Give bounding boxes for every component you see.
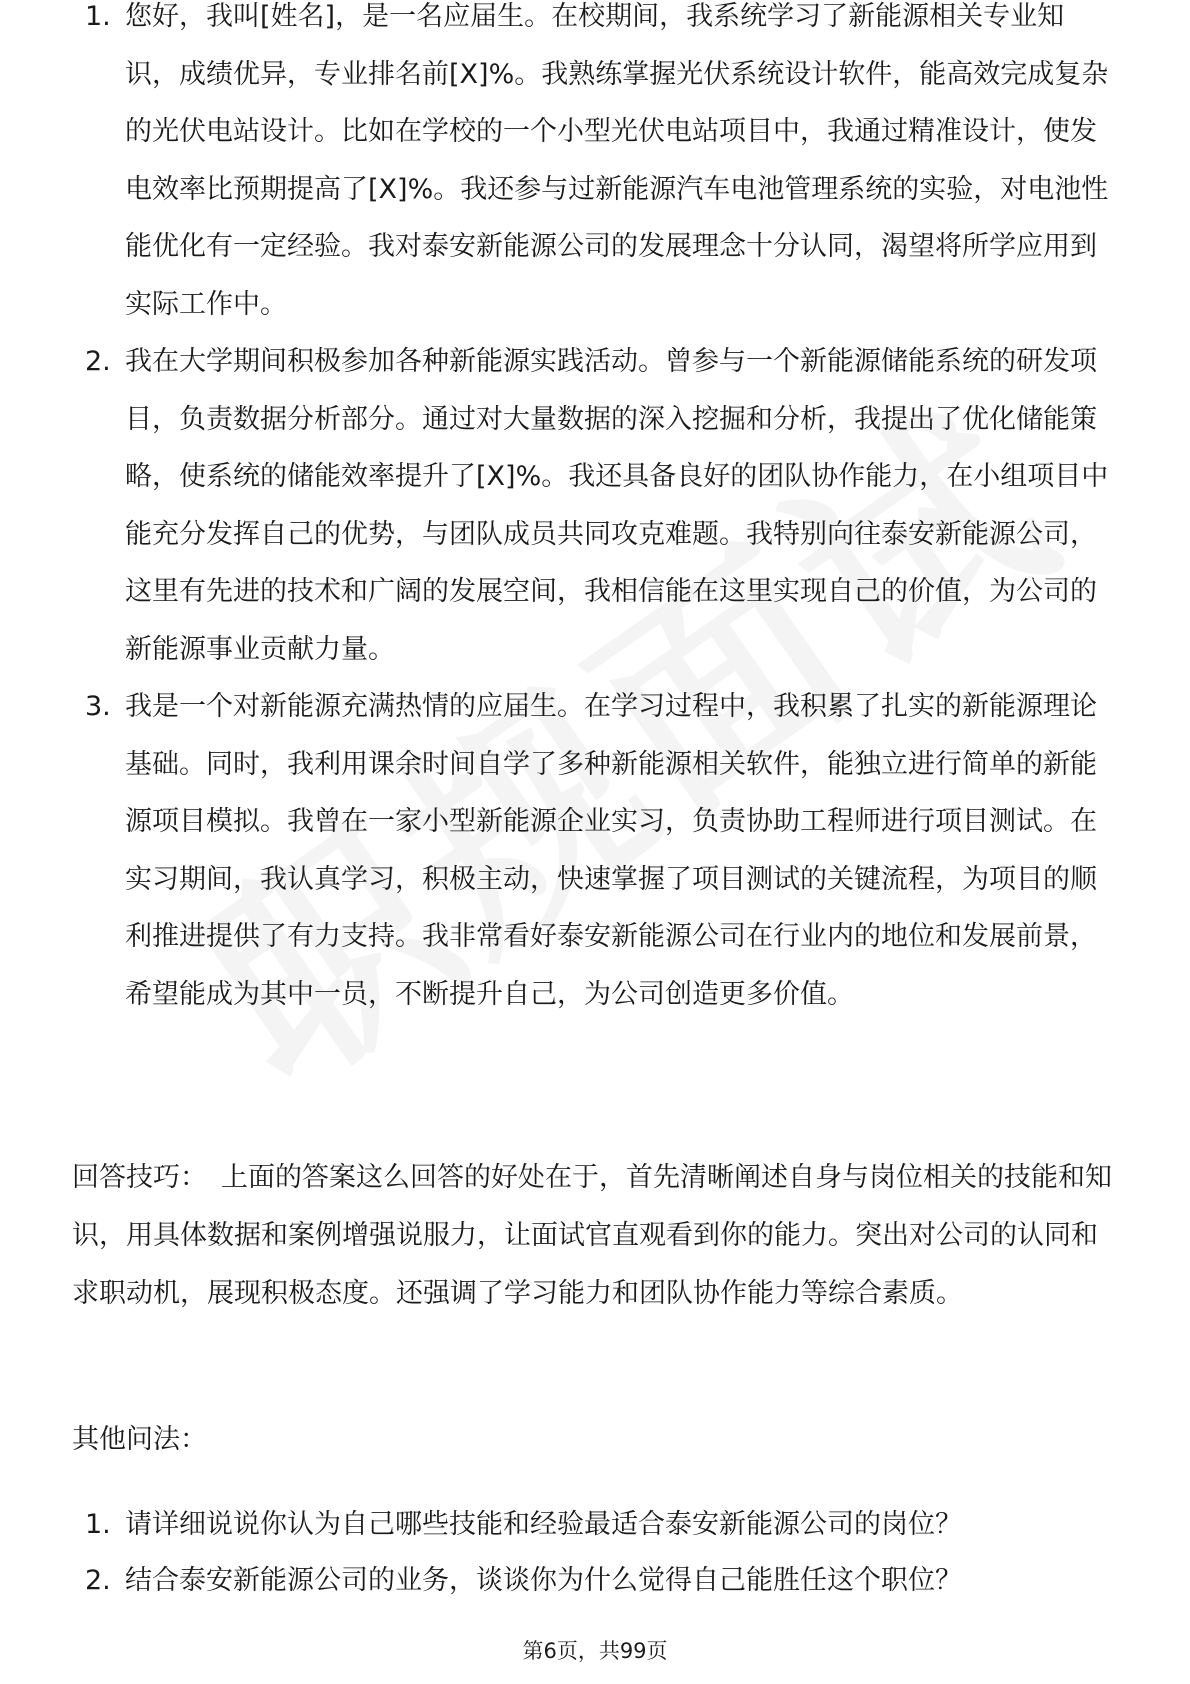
tips-label: 回答技巧： [72,1162,207,1193]
answer-item-1 [0,0,1110,333]
other-questions-title: 其他问法： [72,1424,207,1455]
answer-text: 我是一个对新能源充满热情的应届生。在学习过程中，我积累了扎实的新能源理论基础。同时，我利用课余时间自学了多种新能源相关软件，能独立进行简单的新能源项目模拟。我曾在一家小型新能源企业实习，负责协助工程师进行项目测试。在实习期间，我认真学习，积极主动，快速掌握了项目测试的关键流程，为项目的顺利推进提供了有力支持。我非常看好泰安新能源公司在行业内的地位和发展前景，希望能成为其中一员，不断提升自己，为公司创造更多价值。 [125,691,1097,1010]
list-number: 2. [85,1565,111,1596]
other-question-text: 结合泰安新能源公司的业务，谈谈你为什么觉得自己能胜任这个职位？ [125,1565,962,1596]
list-number: 1. [85,1509,111,1540]
other-question-item-2 [0,1553,1110,1609]
list-number: 1. [85,1,111,32]
answer-item-3 [0,678,1110,1023]
answer-text: 我在大学期间积极参加各种新能源实践活动。曾参与一个新能源储能系统的研发项目，负责数据分析部分。通过对大量数据的深入挖掘和分析，我提出了优化储能策略，使系统的储能效率提升了[X]%。我还具备良好的团队协作能力，在小组项目中能充分发挥自己的优势，与团队成员共同攻克难题。我特别向往泰安新能源公司，这里有先进的技术和广阔的发展空间，我相信能在这里实现自己的价值，为公司的新能源事业贡献力量。 [125,346,1109,665]
other-question-item-1 [0,1497,1110,1553]
other-question-text: 请详细说说你认为自己哪些技能和经验最适合泰安新能源公司的岗位？ [125,1509,962,1540]
list-number: 2. [85,346,111,377]
answer-text: 您好，我叫[姓名]，是一名应届生。在校期间，我系统学习了新能源相关专业知识，成绩优异，专业排名前[X]%。我熟练掌握光伏系统设计软件，能高效完成复杂的光伏电站设计。比如在学校的一个小型光伏电站项目中，我通过精准设计，使发电效率比预期提高了[X]%。我还参与过新能源汽车电池管理系统的实验，对电池性能优化有一定经验。我对泰安新能源公司的发展理念十分认同，渴望将所学应用到实际工作中。 [125,1,1109,320]
list-number: 3. [85,691,111,722]
other-questions-list [0,1497,1190,1609]
answer-item-2 [0,333,1110,678]
tips-text: 上面的答案这么回答的好处在于，首先清晰阐述自身与岗位相关的技能和知识，用具体数据和案例增强说服力，让面试官直观看到你的能力。突出对公司的认同和求职动机，展现积极态度。还强调了学习能力和团队协作能力等综合素质。 [72,1162,1112,1309]
answer-tips [72,1149,1122,1323]
page-footer: 第6页，共99页 [522,1639,668,1663]
